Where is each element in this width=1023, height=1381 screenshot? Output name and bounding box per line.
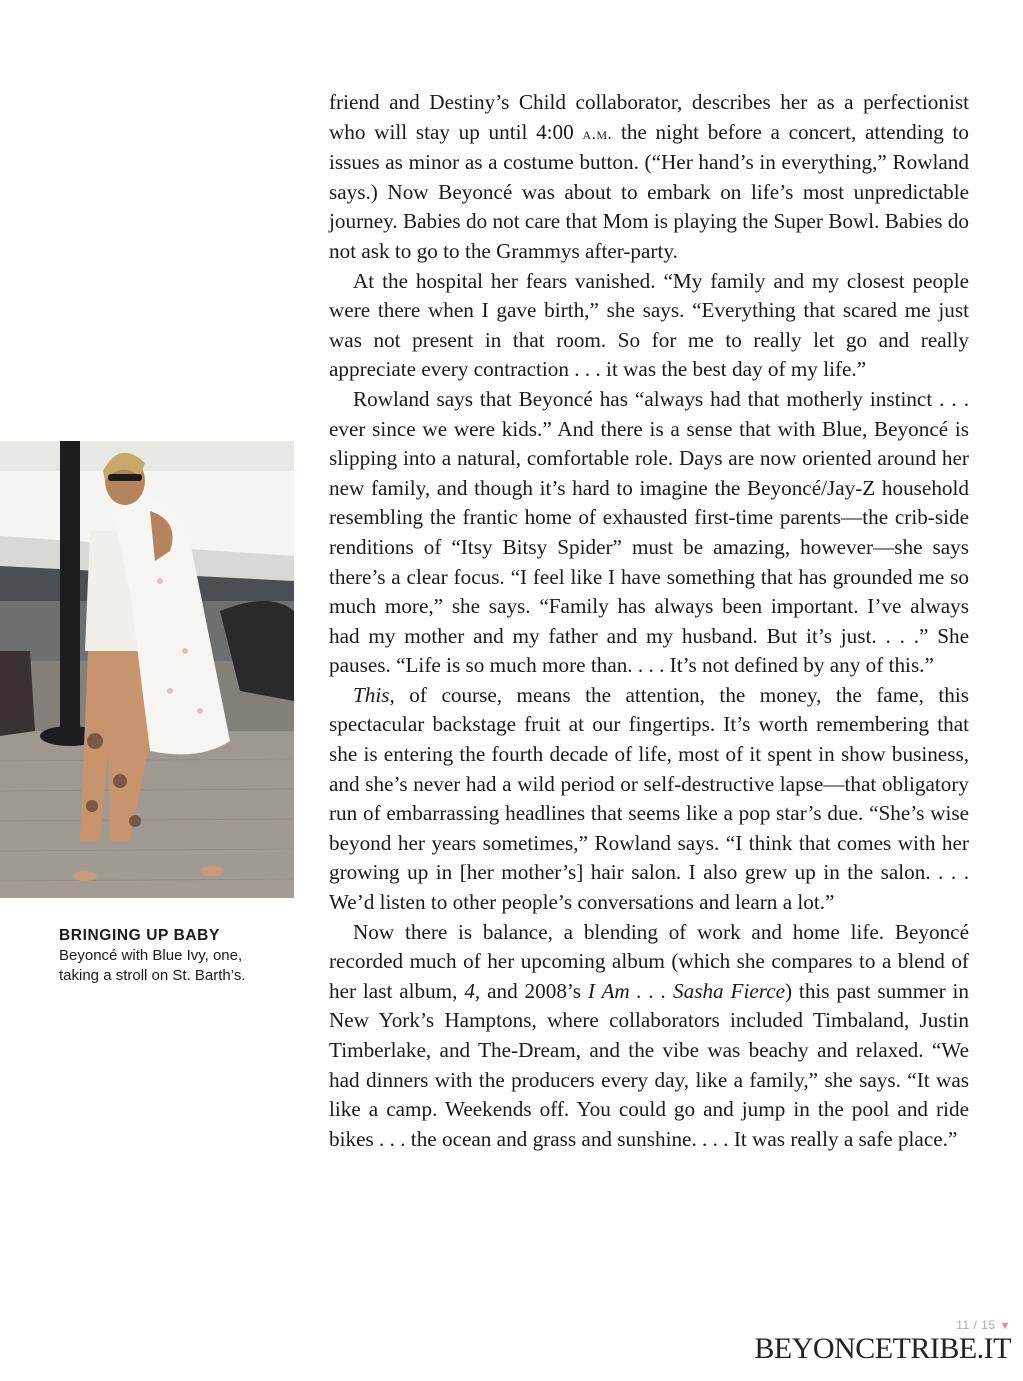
page-indicator[interactable]: 11 / 15 ▼	[956, 1318, 1011, 1332]
photo-illustration	[0, 441, 294, 898]
chevron-down-icon[interactable]: ▼	[999, 1320, 1011, 1332]
time-abbrev: a.m.	[582, 123, 613, 143]
caption-line: taking a stroll on St. Barth’s.	[59, 967, 246, 984]
paragraph-4: This, of course, means the attention, the money, the fame, this spectacular backstage fruit at our fingertips. It’s worth remembering that she is entering the fourth decade of life, most of it spent in show business, and she’s never had a wild period or self-destructive lapse—that obligatory run of embarrassing headlines that seems like a pop star’s due. “She’s wise beyond her years sometimes,” Rowland says. “I think that comes with her growing up in [her mother’s] hair salon. I also grew up in the salon. . . . We’d listen to other people’s conversations and learn a lot.”	[329, 682, 969, 915]
page-current: 11	[956, 1318, 970, 1332]
paragraph-5: Now there is balance, a blending of work and home life. Beyoncé recorded much of her upcoming album (which she compares to a blend of her last album, 4, and 2008’s I Am . . . Sasha Fierce) this past summer in New York’s Hamptons, where collaborators included Timbaland, Justin Timberlake, and The-Dream, and the vibe was beachy and relaxed. “We had dinners with the producers every day, like a family,” she says. “It was like a camp. Weekends off. You could go and jump in the pool and ride bikes . . . the ocean and grass and sunshine. . . . It was really a safe place.”	[329, 919, 969, 1151]
paragraph-3: Rowland says that Beyoncé has “always had that motherly instinct . . . ever since we were kids.” And there is a sense that with Blue, Beyoncé is slipping into a natural, comfortable role. Days are now oriented around her new family, and though it’s hard to imagine the Beyoncé/Jay-Z household resembling the frantic home of exhausted first-time parents—the crib-side renditions of “Itsy Bitsy Spider” must be amazing, however—she says there’s a clear focus. “I feel like I have something that has grounded me so much more,” she says. “Family has always been important. I’ve always had my mother and my father and my husband. But it’s just. . . .” She pauses. “Life is so much more than. . . . It’s not defined by any of this.”	[329, 386, 969, 678]
album-title: I Am . . . Sasha Fierce	[587, 978, 786, 1003]
page-footer	[754, 1318, 1011, 1366]
italic-word: This,	[353, 682, 395, 707]
article-photo	[0, 441, 294, 898]
site-watermark: BEYONCETRIBE.IT	[754, 1332, 1011, 1365]
article-body	[329, 88, 969, 1154]
page-total: 15	[981, 1318, 996, 1332]
caption-title: BRINGING UP BABY	[59, 927, 220, 944]
paragraph-2: At the hospital her fears vanished. “My family and my closest people were there when I gave birth,” she says. “Everything that scared me just was not present in that room. So for me to really let go and really appreciate every contraction . . . it was the best day of my life.”	[329, 268, 969, 382]
photo-caption	[59, 926, 289, 986]
album-title: 4,	[464, 978, 481, 1003]
paragraph-1: friend and Destiny’s Child collaborator, describes her as a perfectionist who will stay up until 4:00 a.m. the night before a concert, attending to issues as minor as a costume button. (“Her hand’s in everything,” Rowland says.) Now Beyoncé was about to embark on life’s most unpredictable journey. Babies do not care that Mom is playing the Super Bowl. Babies do not ask to go to the Grammys after-party.	[329, 90, 969, 263]
caption-line: Beyoncé with Blue Ivy, one,	[59, 947, 243, 964]
